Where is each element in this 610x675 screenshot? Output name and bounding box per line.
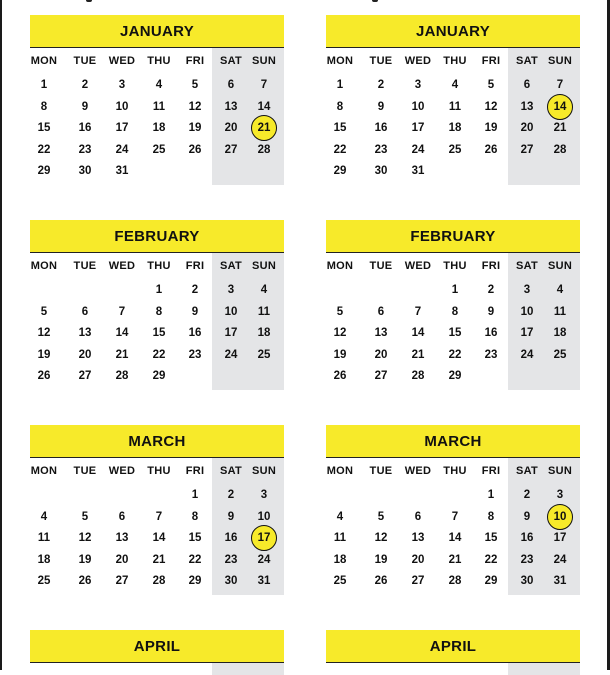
day-cell: 28 bbox=[257, 143, 271, 156]
weekday-label: MON bbox=[30, 260, 58, 272]
weekday-label: MON bbox=[326, 55, 354, 67]
weekday-label: SUN bbox=[251, 55, 277, 67]
day-cell: 14 bbox=[411, 327, 425, 339]
day-cell: 29 bbox=[37, 165, 51, 177]
cropped-heading-fragment bbox=[86, 0, 92, 2]
day-cell: 23 bbox=[224, 553, 238, 566]
day-cell: 6 bbox=[118, 510, 126, 523]
weekday-label: SAT bbox=[219, 55, 243, 67]
cropped-heading-fragment bbox=[372, 0, 378, 2]
day-cell: 4 bbox=[451, 79, 459, 91]
weekday-label: WED bbox=[404, 465, 432, 477]
day-cell: 24 bbox=[257, 553, 271, 566]
day-cell: 16 bbox=[374, 122, 388, 134]
day-cell: 3 bbox=[414, 79, 422, 91]
day-cell: 21 bbox=[152, 553, 166, 566]
day-cell: 20 bbox=[374, 348, 388, 361]
day-cell: 17 bbox=[520, 327, 534, 339]
day-cell: 11 bbox=[333, 532, 347, 544]
day-cell: 19 bbox=[484, 122, 498, 134]
day-cell: 28 bbox=[553, 143, 567, 156]
weekday-label: FRI bbox=[481, 465, 501, 477]
day-cell: 3 bbox=[118, 79, 126, 91]
day-cell: 27 bbox=[78, 370, 92, 382]
day-cell: 18 bbox=[37, 553, 51, 566]
day-cell: 16 bbox=[188, 327, 202, 339]
day-cell: 11 bbox=[152, 100, 166, 113]
day-cell: 15 bbox=[37, 122, 51, 134]
day-cell: 1 bbox=[487, 489, 495, 501]
day-cell: 8 bbox=[191, 510, 199, 523]
day-cell: 12 bbox=[374, 532, 388, 544]
day-cell: 12 bbox=[188, 100, 202, 113]
day-cell: 22 bbox=[484, 553, 498, 566]
weekend-shading bbox=[508, 663, 580, 675]
day-cell: 15 bbox=[484, 532, 498, 544]
day-cell: 10 bbox=[224, 305, 238, 318]
day-cell: 7 bbox=[118, 305, 126, 318]
day-cell: 18 bbox=[333, 553, 347, 566]
day-cell: 25 bbox=[553, 348, 567, 361]
day-cell: 24 bbox=[224, 348, 238, 361]
day-cell: 11 bbox=[37, 532, 51, 544]
month-header: MARCH bbox=[30, 425, 284, 458]
day-cell: 19 bbox=[333, 348, 347, 361]
day-cell: 17 bbox=[224, 327, 238, 339]
day-cell: 31 bbox=[115, 165, 129, 177]
day-cell: 18 bbox=[152, 122, 166, 134]
weekday-label: SAT bbox=[219, 260, 243, 272]
day-cell: 23 bbox=[78, 143, 92, 156]
day-cell: 14 bbox=[115, 327, 129, 339]
day-cell: 24 bbox=[411, 143, 425, 156]
weekday-label: THU bbox=[147, 260, 171, 272]
day-cell: 29 bbox=[448, 370, 462, 382]
day-cell: 9 bbox=[523, 510, 531, 523]
weekday-label: TUE bbox=[73, 55, 97, 67]
day-cell: 22 bbox=[37, 143, 51, 156]
day-cell: 29 bbox=[333, 165, 347, 177]
day-cell: 1 bbox=[191, 489, 199, 501]
day-cell: 4 bbox=[40, 510, 48, 523]
day-cell: 13 bbox=[224, 100, 238, 113]
day-cell: 1 bbox=[155, 284, 163, 296]
day-cell: 2 bbox=[81, 79, 89, 91]
day-cell: 12 bbox=[484, 100, 498, 113]
day-cell: 13 bbox=[78, 327, 92, 339]
day-cell: 7 bbox=[155, 510, 163, 523]
month-header: FEBRUARY bbox=[326, 220, 580, 253]
weekday-label: FRI bbox=[481, 260, 501, 272]
weekday-label: SAT bbox=[515, 465, 539, 477]
weekday-label: FRI bbox=[481, 55, 501, 67]
month-header: JANUARY bbox=[326, 15, 580, 48]
day-cell: 29 bbox=[152, 370, 166, 382]
day-cell: 15 bbox=[333, 122, 347, 134]
day-cell: 18 bbox=[257, 327, 271, 339]
day-cell: 2 bbox=[523, 489, 531, 501]
weekday-label: THU bbox=[147, 465, 171, 477]
day-cell: 1 bbox=[336, 79, 344, 91]
day-cell: 16 bbox=[78, 122, 92, 134]
day-cell: 12 bbox=[333, 327, 347, 339]
day-cell: 20 bbox=[520, 122, 534, 134]
day-cell: 27 bbox=[411, 575, 425, 587]
day-cell: 7 bbox=[451, 510, 459, 523]
weekday-label: MON bbox=[326, 465, 354, 477]
day-cell: 24 bbox=[115, 143, 129, 156]
day-cell: 20 bbox=[78, 348, 92, 361]
day-cell: 19 bbox=[188, 122, 202, 134]
day-cell: 6 bbox=[523, 79, 531, 91]
day-cell: 11 bbox=[448, 100, 462, 113]
day-cell: 7 bbox=[414, 305, 422, 318]
weekday-label: WED bbox=[404, 55, 432, 67]
day-cell: 10 bbox=[520, 305, 534, 318]
day-cell: 18 bbox=[448, 122, 462, 134]
day-cell: 29 bbox=[484, 575, 498, 587]
day-cell: 24 bbox=[553, 553, 567, 566]
day-cell: 2 bbox=[191, 284, 199, 296]
day-cell: 11 bbox=[257, 305, 271, 318]
weekday-label: WED bbox=[108, 55, 136, 67]
day-cell: 12 bbox=[78, 532, 92, 544]
day-cell: 26 bbox=[37, 370, 51, 382]
weekday-label: TUE bbox=[369, 55, 393, 67]
weekday-label: FRI bbox=[185, 55, 205, 67]
weekday-label: SUN bbox=[547, 260, 573, 272]
day-cell: 12 bbox=[37, 327, 51, 339]
day-cell: 22 bbox=[152, 348, 166, 361]
month-header: MARCH bbox=[326, 425, 580, 458]
day-cell: 4 bbox=[556, 284, 564, 296]
day-cell: 22 bbox=[333, 143, 347, 156]
weekday-label: WED bbox=[108, 260, 136, 272]
day-cell: 26 bbox=[188, 143, 202, 156]
month-header: FEBRUARY bbox=[30, 220, 284, 253]
day-cell: 13 bbox=[411, 532, 425, 544]
day-cell: 14 bbox=[257, 100, 271, 113]
weekday-label: SAT bbox=[219, 465, 243, 477]
day-cell: 15 bbox=[152, 327, 166, 339]
day-cell: 3 bbox=[523, 284, 531, 296]
weekday-label: WED bbox=[108, 465, 136, 477]
day-cell: 4 bbox=[155, 79, 163, 91]
weekday-label: TUE bbox=[73, 465, 97, 477]
day-cell: 3 bbox=[260, 489, 268, 501]
day-cell: 19 bbox=[78, 553, 92, 566]
page-border-left bbox=[0, 0, 2, 670]
day-cell: 27 bbox=[520, 143, 534, 156]
day-cell: 25 bbox=[152, 143, 166, 156]
day-cell: 5 bbox=[377, 510, 385, 523]
day-cell: 19 bbox=[37, 348, 51, 361]
day-cell: 26 bbox=[374, 575, 388, 587]
day-cell: 10 bbox=[411, 100, 425, 113]
day-cell: 9 bbox=[81, 100, 89, 113]
weekday-label: WED bbox=[404, 260, 432, 272]
highlighted-day: 17 bbox=[251, 525, 277, 551]
weekday-label: TUE bbox=[73, 260, 97, 272]
day-cell: 5 bbox=[487, 79, 495, 91]
day-cell: 16 bbox=[484, 327, 498, 339]
day-cell: 5 bbox=[191, 79, 199, 91]
day-cell: 10 bbox=[115, 100, 129, 113]
weekday-label: THU bbox=[443, 260, 467, 272]
day-cell: 3 bbox=[556, 489, 564, 501]
weekday-label: FRI bbox=[185, 260, 205, 272]
day-cell: 28 bbox=[115, 370, 129, 382]
day-cell: 8 bbox=[487, 510, 495, 523]
day-cell: 31 bbox=[257, 575, 271, 587]
day-cell: 30 bbox=[374, 165, 388, 177]
day-cell: 28 bbox=[411, 370, 425, 382]
day-cell: 23 bbox=[188, 348, 202, 361]
day-cell: 2 bbox=[487, 284, 495, 296]
day-cell: 7 bbox=[260, 79, 268, 91]
day-cell: 16 bbox=[520, 532, 534, 544]
highlighted-day: 10 bbox=[547, 504, 573, 530]
weekday-label: TUE bbox=[369, 465, 393, 477]
day-cell: 1 bbox=[451, 284, 459, 296]
day-cell: 20 bbox=[224, 122, 238, 134]
day-cell: 4 bbox=[336, 510, 344, 523]
day-cell: 31 bbox=[553, 575, 567, 587]
day-cell: 7 bbox=[556, 79, 564, 91]
day-cell: 25 bbox=[448, 143, 462, 156]
day-cell: 5 bbox=[40, 305, 48, 318]
weekday-label: THU bbox=[443, 55, 467, 67]
weekday-label: SUN bbox=[547, 55, 573, 67]
day-cell: 8 bbox=[155, 305, 163, 318]
day-cell: 23 bbox=[374, 143, 388, 156]
day-cell: 26 bbox=[333, 370, 347, 382]
day-cell: 5 bbox=[336, 305, 344, 318]
day-cell: 13 bbox=[374, 327, 388, 339]
day-cell: 8 bbox=[451, 305, 459, 318]
day-cell: 4 bbox=[260, 284, 268, 296]
day-cell: 26 bbox=[484, 143, 498, 156]
day-cell: 23 bbox=[484, 348, 498, 361]
day-cell: 26 bbox=[78, 575, 92, 587]
day-cell: 30 bbox=[78, 165, 92, 177]
day-cell: 9 bbox=[191, 305, 199, 318]
day-cell: 18 bbox=[553, 327, 567, 339]
weekday-label: SAT bbox=[515, 55, 539, 67]
weekday-label: SUN bbox=[547, 465, 573, 477]
day-cell: 27 bbox=[224, 143, 238, 156]
day-cell: 22 bbox=[448, 348, 462, 361]
weekday-label: MON bbox=[30, 55, 58, 67]
day-cell: 5 bbox=[81, 510, 89, 523]
day-cell: 13 bbox=[115, 532, 129, 544]
day-cell: 6 bbox=[414, 510, 422, 523]
day-cell: 9 bbox=[377, 100, 385, 113]
month-header: JANUARY bbox=[30, 15, 284, 48]
day-cell: 2 bbox=[377, 79, 385, 91]
day-cell: 31 bbox=[411, 165, 425, 177]
day-cell: 25 bbox=[37, 575, 51, 587]
day-cell: 28 bbox=[152, 575, 166, 587]
day-cell: 6 bbox=[227, 79, 235, 91]
day-cell: 11 bbox=[553, 305, 567, 318]
day-cell: 30 bbox=[224, 575, 238, 587]
day-cell: 8 bbox=[336, 100, 344, 113]
day-cell: 21 bbox=[553, 122, 567, 134]
day-cell: 8 bbox=[40, 100, 48, 113]
weekday-label: SUN bbox=[251, 465, 277, 477]
day-cell: 23 bbox=[520, 553, 534, 566]
day-cell: 25 bbox=[333, 575, 347, 587]
weekday-label: SUN bbox=[251, 260, 277, 272]
day-cell: 9 bbox=[227, 510, 235, 523]
day-cell: 13 bbox=[520, 100, 534, 113]
day-cell: 20 bbox=[115, 553, 129, 566]
weekday-label: SAT bbox=[515, 260, 539, 272]
weekday-label: MON bbox=[326, 260, 354, 272]
day-cell: 30 bbox=[520, 575, 534, 587]
day-cell: 6 bbox=[377, 305, 385, 318]
day-cell: 29 bbox=[188, 575, 202, 587]
day-cell: 9 bbox=[487, 305, 495, 318]
day-cell: 24 bbox=[520, 348, 534, 361]
day-cell: 21 bbox=[411, 348, 425, 361]
day-cell: 3 bbox=[227, 284, 235, 296]
day-cell: 16 bbox=[224, 532, 238, 544]
day-cell: 25 bbox=[257, 348, 271, 361]
weekday-label: TUE bbox=[369, 260, 393, 272]
day-cell: 28 bbox=[448, 575, 462, 587]
day-cell: 10 bbox=[257, 510, 271, 523]
day-cell: 14 bbox=[152, 532, 166, 544]
weekday-label: THU bbox=[443, 465, 467, 477]
weekday-label: MON bbox=[30, 465, 58, 477]
weekend-shading bbox=[212, 663, 284, 675]
day-cell: 20 bbox=[411, 553, 425, 566]
day-cell: 1 bbox=[40, 79, 48, 91]
day-cell: 22 bbox=[188, 553, 202, 566]
day-cell: 15 bbox=[188, 532, 202, 544]
day-cell: 17 bbox=[115, 122, 129, 134]
weekday-label: FRI bbox=[185, 465, 205, 477]
day-cell: 21 bbox=[448, 553, 462, 566]
day-cell: 15 bbox=[448, 327, 462, 339]
day-cell: 6 bbox=[81, 305, 89, 318]
day-cell: 17 bbox=[411, 122, 425, 134]
day-cell: 27 bbox=[115, 575, 129, 587]
highlighted-day: 14 bbox=[547, 94, 573, 120]
day-cell: 21 bbox=[115, 348, 129, 361]
day-cell: 27 bbox=[374, 370, 388, 382]
day-cell: 2 bbox=[227, 489, 235, 501]
day-cell: 14 bbox=[448, 532, 462, 544]
highlighted-day: 21 bbox=[251, 115, 277, 141]
month-header: APRIL bbox=[30, 630, 284, 663]
month-header: APRIL bbox=[326, 630, 580, 663]
day-cell: 17 bbox=[553, 532, 567, 544]
day-cell: 19 bbox=[374, 553, 388, 566]
weekday-label: THU bbox=[147, 55, 171, 67]
